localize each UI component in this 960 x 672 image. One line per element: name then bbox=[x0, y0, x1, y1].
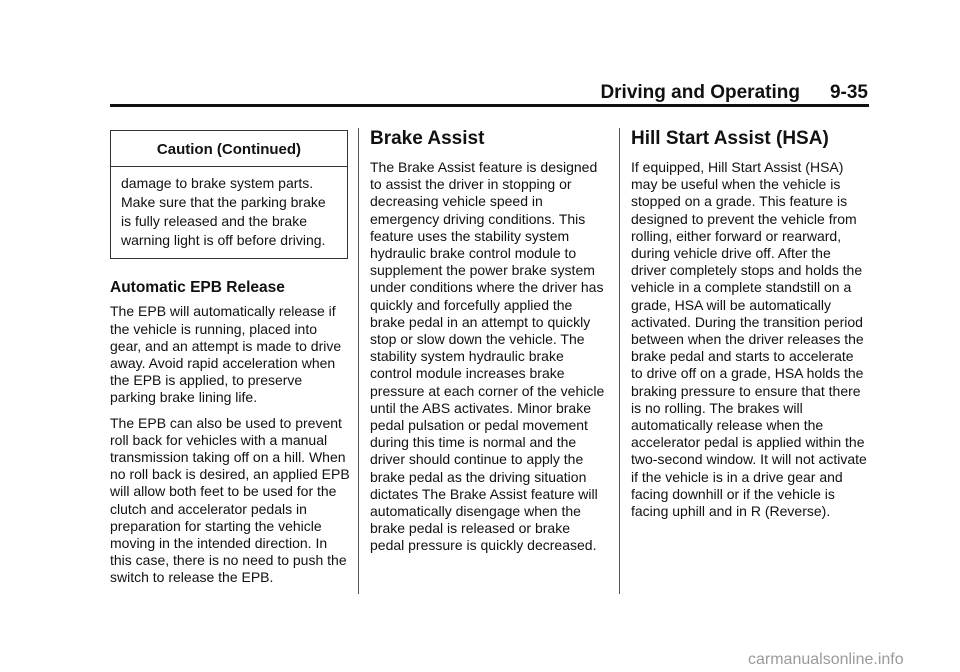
caution-body: damage to brake system parts. Make sure that the parking brake is fully released and the brake warning light is off before driving. bbox=[121, 175, 326, 249]
caution-box bbox=[110, 130, 348, 259]
page-number: 9-35 bbox=[829, 82, 868, 103]
hsa-paragraph: If equipped, Hill Start Assist (HSA) may be useful when the vehicle is stopped on a grade. This feature is designed to prevent the vehicle from rolling, either forward or rearward, during vehicle drive off. After the driver completely stops and holds the vehicle in a complete standstill on a grade, HSA will be automatically activated. During the transition period between when the driver releases the brake pedal and starts to accelerate to drive off on a grade, HSA holds the braking pressure to ensure that there is no rolling. The brakes will automatically release when the accelerator pedal is applied within the two-second window. It will not activate if the vehicle is in a drive gear and facing downhill or if the vehicle is facing uphill and in R (Reverse). bbox=[631, 159, 867, 520]
brake-assist-paragraph: The Brake Assist feature is designed to assist the driver in stopping or decreasing vehicle speed in emergency driving conditions. This feature uses the stability system hydraulic brake control module to supplement the power brake system under conditions where the driver has quickly and forcefully applied the brake pedal in an attempt to quickly stop or slow down the vehicle. The stability system hydraulic brake control module increases brake pressure at each corner of the vehicle until the ABS activates. Minor brake pedal pulsation or pedal movement during this time is normal and the driver should continue to apply the brake pedal as the driving situation dictates The Brake Assist feature will automatically disengage when the brake pedal is released or brake pedal pressure is quickly decreased. bbox=[370, 159, 605, 554]
header-rule bbox=[110, 104, 869, 107]
page-header bbox=[110, 82, 868, 104]
auto-epb-heading: Automatic EPB Release bbox=[110, 279, 285, 297]
caution-title: Caution (Continued) bbox=[111, 131, 347, 167]
column-1 bbox=[110, 128, 350, 595]
column-divider bbox=[619, 128, 620, 594]
brake-assist-heading: Brake Assist bbox=[370, 128, 485, 149]
section-title: Driving and Operating bbox=[600, 82, 800, 103]
column-2 bbox=[370, 128, 606, 563]
hsa-heading: Hill Start Assist (HSA) bbox=[631, 128, 829, 149]
auto-epb-paragraph-1: The EPB will automatically release if the vehicle is running, placed into gear, and an attempt is made to drive away. Avoid rapid acceleration when the EPB is applied, to preserve parking brake lining life. bbox=[110, 303, 342, 406]
column-divider bbox=[358, 128, 359, 594]
watermark: carmanualsonline.info bbox=[748, 651, 904, 668]
column-3 bbox=[631, 128, 869, 528]
auto-epb-paragraph-2: The EPB can also be used to prevent roll back for vehicles with a manual transmission taking off on a hill. When no roll back is desired, an applied EPB will allow both feet to be used for the clutch and accelerator pedals in preparation for starting the vehicle moving in the intended direction. In this case, there is no need to push the switch to release the EPB. bbox=[110, 414, 350, 586]
